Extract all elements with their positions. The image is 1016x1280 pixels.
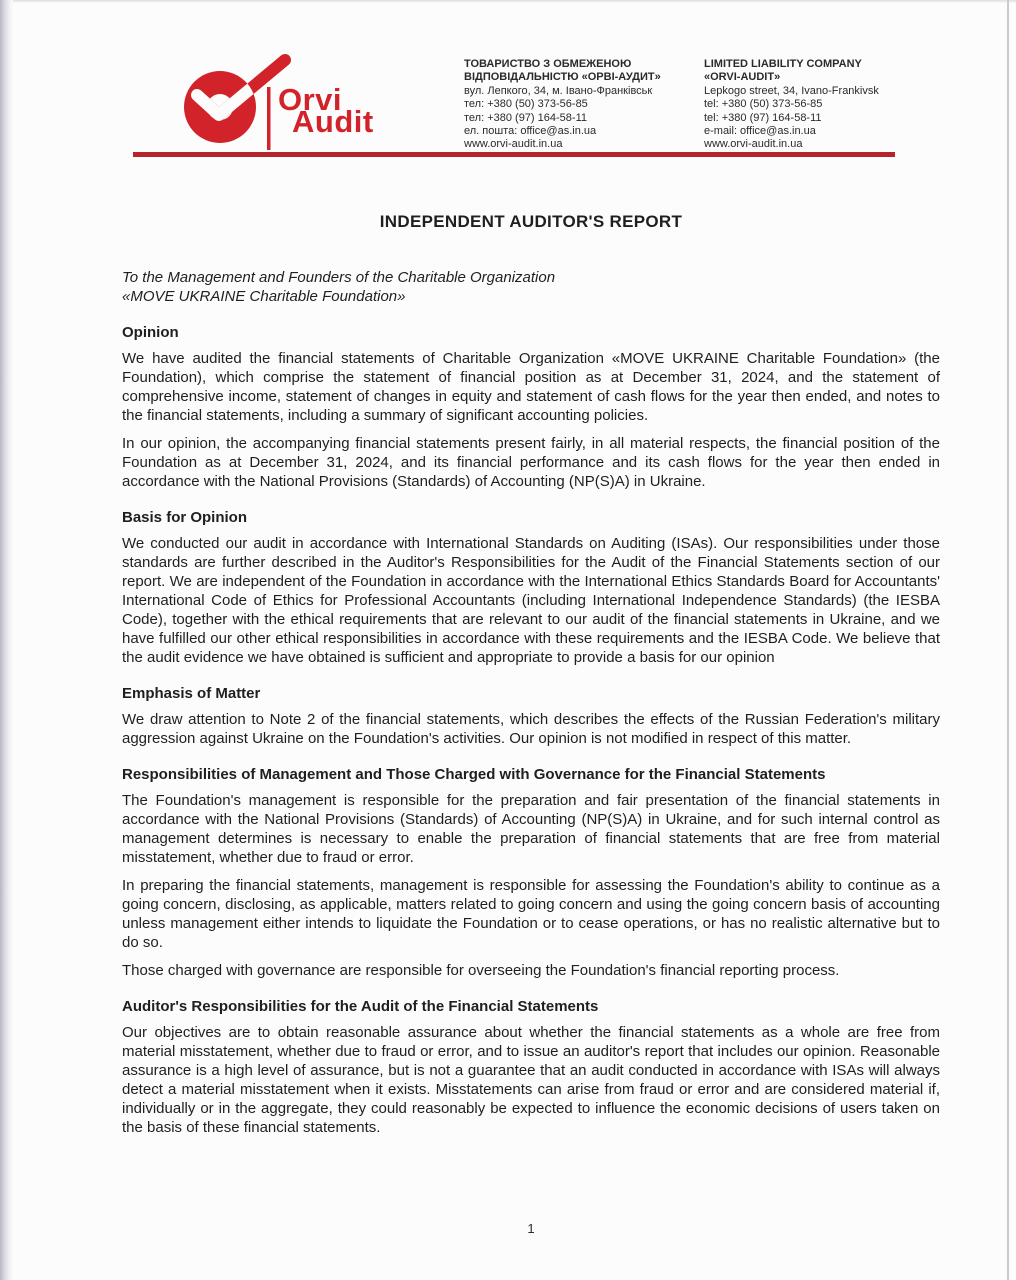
management-responsibilities-paragraph-3: Those charged with governance are responsible for overseeing the Foundation's financial reporting process.: [122, 962, 840, 979]
basis-for-opinion-paragraph: We conducted our audit in accordance with International Standards on Auditing (ISAs). Our responsibilities under those standards are further described in the Auditor's Responsibilities for the Audit of the Financial Statements section of our report. We are independent of the Foundation in accordance with the International Ethics Standards Board for Accountants' International Code of Ethics for Professional Accountants (including International Independence Standards) (the IESBA Code), together with the ethical requirements that are relevant to our audit of the financial statements in Ukraine, and we have fulfilled our other ethical responsibilities in accordance with these requirements and the IESBA Code. We believe that the audit evidence we have obtained is sufficient and appropriate to provide a basis for our opinion: [122, 535, 940, 666]
company-address-uk: вул. Лепкого, 34, м. Івано-Франківськ: [464, 84, 653, 97]
page-left-edge: [0, 0, 13, 1280]
company-name-en-line2: «ORVI-AUDIT»: [704, 71, 781, 84]
opinion-paragraph-1: We have audited the financial statements of Charitable Organization «MOVE UKRAINE Charitable Foundation» (the Foundation), which comprise the statement of financial position as at December 31, 2024, and the statement of comprehensive income, statement of changes in equity and statement of cash flows for the year then ended, and notes to the financial statements, including a summary of significant accounting policies.: [122, 350, 940, 424]
page-number: 1: [527, 1221, 535, 1236]
company-email-en: e-mail: office@as.in.ua: [704, 125, 816, 138]
header-divider-rule: [133, 152, 895, 157]
company-email-uk: ел. пошта: office@as.in.ua: [464, 125, 597, 138]
section-heading-management-responsibilities: Responsibilities of Management and Those Charged with Governance for the Financial Statements: [122, 766, 826, 783]
management-responsibilities-paragraph-1: The Foundation's management is responsible for the preparation and fair presentation of the financial statements in accordance with the National Provisions (Standards) of Accounting (NP(S)A) in Ukraine, and for such internal control as management determines is necessary to enable the preparation of financial statements that are free from material misstatement, whether due to fraud or error.: [122, 792, 940, 866]
page-top-edge: [0, 0, 1016, 3]
report-title: INDEPENDENT AUDITOR'S REPORT: [379, 212, 683, 231]
company-name-en-line1: LIMITED LIABILITY COMPANY: [704, 58, 862, 70]
section-heading-basis-for-opinion: Basis for Opinion: [122, 509, 248, 526]
company-info-english: [704, 58, 924, 152]
addressee-line-1: To the Management and Founders of the Charitable Organization: [122, 269, 556, 286]
company-phone2-uk: тел: +380 (97) 164-58-11: [464, 111, 587, 124]
report-body: [122, 212, 940, 1146]
company-phone1-uk: тел: +380 (50) 373-56-85: [464, 98, 588, 111]
section-heading-opinion: Opinion: [122, 324, 179, 341]
logo-wordmark-bottom: Audit: [292, 104, 374, 139]
company-address-en: Lepkogo street, 34, Ivano-Frankivsk: [704, 84, 879, 97]
company-info-ukrainian: [464, 58, 696, 152]
orvi-audit-logo: [178, 58, 438, 158]
section-heading-emphasis-of-matter: Emphasis of Matter: [122, 685, 261, 702]
addressee-line-2: «MOVE UKRAINE Charitable Foundation»: [122, 288, 406, 305]
company-phone1-en: tel: +380 (50) 373-56-85: [704, 98, 823, 111]
logo-wordmark-top: Orvi: [278, 82, 343, 117]
auditor-responsibilities-paragraph: Our objectives are to obtain reasonable assurance about whether the financial statements as a whole are free from material misstatement, whether due to fraud or error, and to issue an auditor's report that includes our opinion. Reasonable assurance is a high level of assurance, but is not a guarantee that an audit conducted in accordance with ISAs will always detect a material misstatement when it exists. Misstatements can arise from fraud or error and are considered material if, individually or in the aggregate, they could reasonably be expected to influence the economic decisions of users taken on the basis of these financial statements.: [122, 1024, 940, 1136]
company-phone2-en: tel: +380 (97) 164-58-11: [704, 111, 822, 124]
opinion-paragraph-2: In our opinion, the accompanying financial statements present fairly, in all material respects, the financial position of the Foundation as at December 31, 2024, and its financial performance and its cash flows for the year then ended in accordance with the National Provisions (Standards) of Accounting (NP(S)A) in Ukraine.: [122, 435, 940, 490]
page-right-edge: [1007, 0, 1009, 1280]
section-heading-auditor-responsibilities: Auditor's Responsibilities for the Audit of the Financial Statements: [122, 998, 599, 1015]
company-name-uk-line2: ВІДПОВІДАЛЬНІСТЮ «ОРВІ-АУДИТ»: [464, 71, 661, 84]
logo-divider-bar: [267, 87, 271, 150]
company-name-uk-line1: ТОВАРИСТВО З ОБМЕЖЕНОЮ: [464, 58, 632, 70]
company-website-uk: www.orvi-audit.in.ua: [464, 138, 563, 151]
management-responsibilities-paragraph-2: In preparing the financial statements, management is responsible for assessing the Foundation's ability to continue as a going concern, disclosing, as applicable, matters related to going concern and using the going concern basis of accounting unless management either intends to liquidate the Foundation or to cease operations, or has no realistic alternative but to do so.: [122, 877, 940, 951]
company-website-en: www.orvi-audit.in.ua: [704, 138, 803, 151]
emphasis-of-matter-paragraph: We draw attention to Note 2 of the financial statements, which describes the effects of the Russian Federation's military aggression against Ukraine on the Foundation's activities. Our opinion is not modified in respect of this matter.: [122, 711, 940, 747]
